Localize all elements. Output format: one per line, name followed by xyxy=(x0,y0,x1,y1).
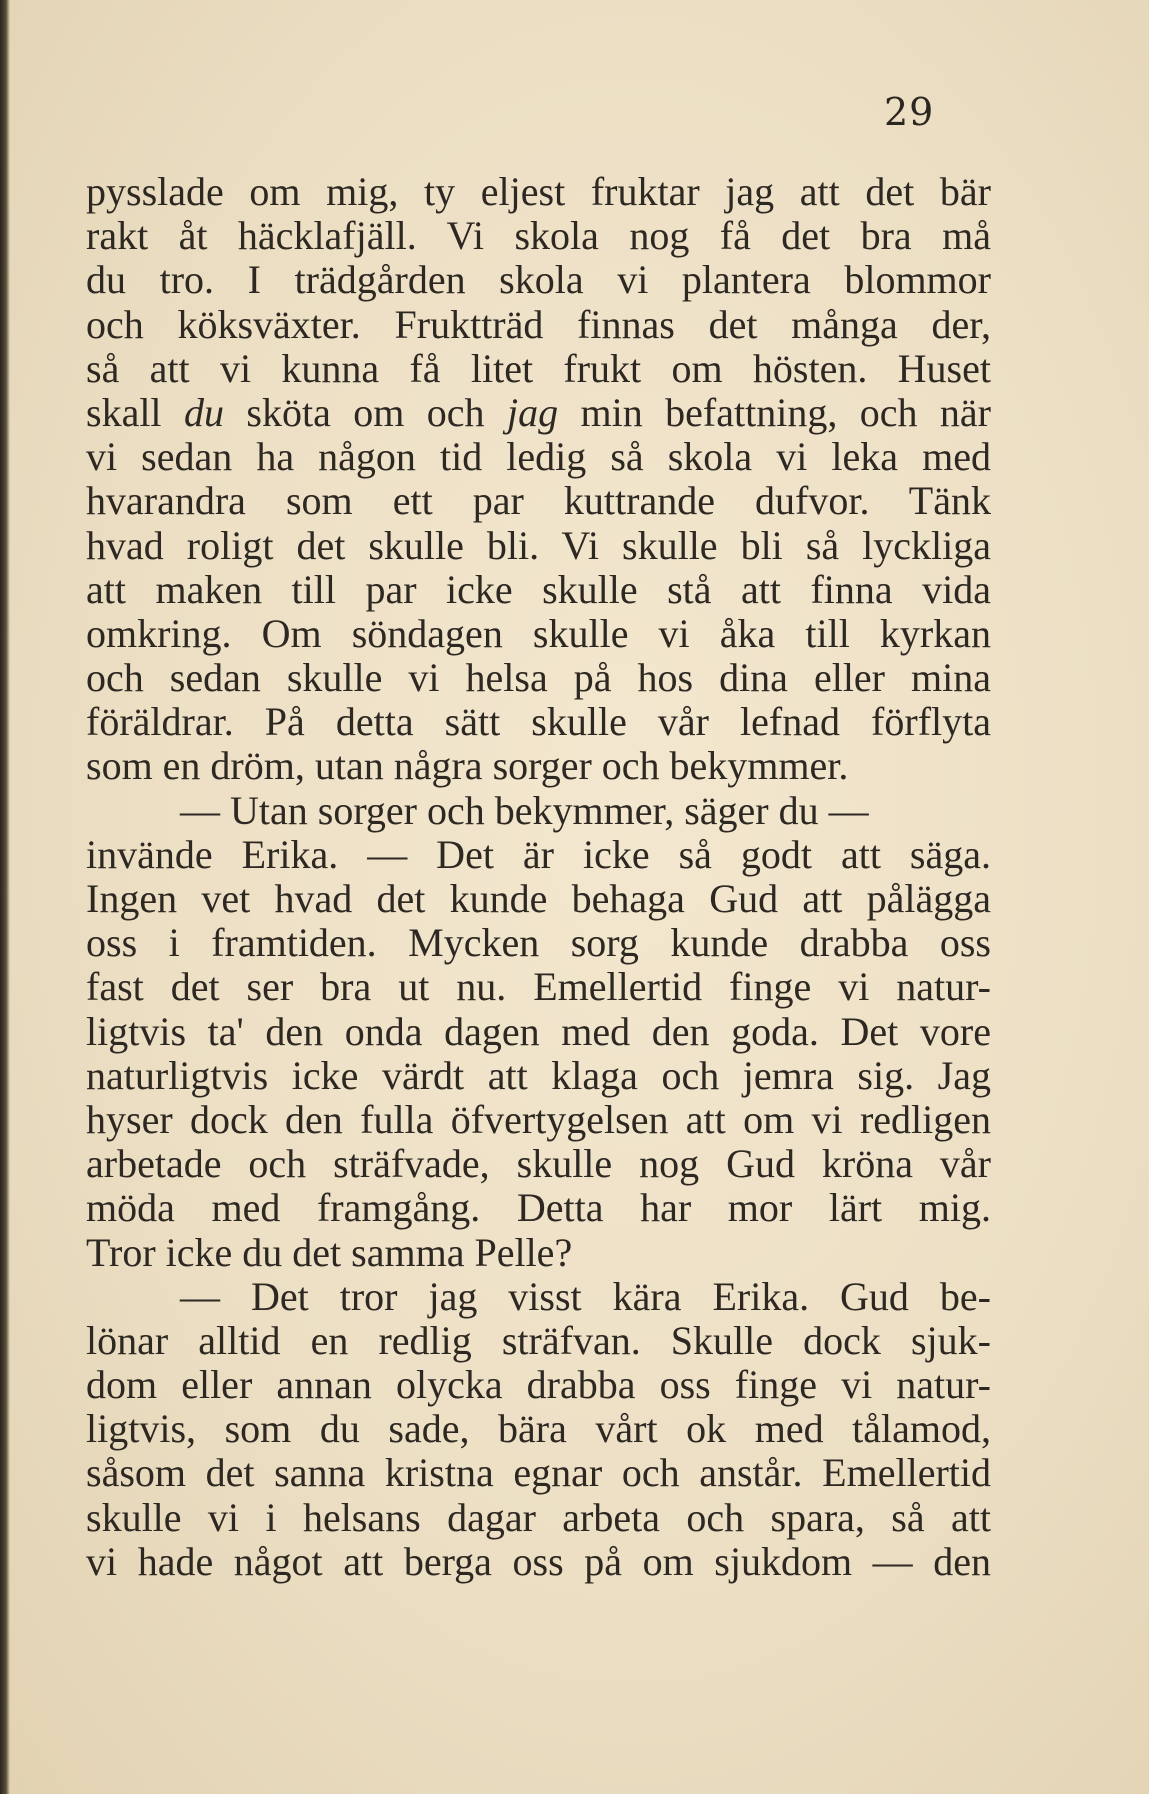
text-line: hyser dock den fulla öfvertygelsen att om vi redligen xyxy=(86,1096,991,1142)
text-line: arbetade och sträfvade, skulle nog Gud kröna vår xyxy=(86,1141,991,1187)
text-line: naturligtvis icke värdt att klaga och jemra sig. Jag xyxy=(86,1052,991,1098)
text-line: lönar alltid en redlig sträfvan. Skulle dock sjuk- xyxy=(86,1317,991,1363)
text-line: föräldrar. På detta sätt skulle vår lefnad förflyta xyxy=(86,699,991,745)
text-line: ligtvis ta' den onda dagen med den goda. Det vore xyxy=(86,1008,991,1054)
text-line: rakt åt häcklafjäll. Vi skola nog få det bra må xyxy=(86,213,991,259)
text-line: vi sedan ha någon tid ledig så skola vi leka med xyxy=(86,434,991,480)
text-line: såsom det sanna kristna egnar och anstår. Emellertid xyxy=(86,1450,991,1496)
text-line: dom eller annan olycka drabba oss finge vi natur- xyxy=(86,1362,991,1408)
body-text xyxy=(86,170,991,1584)
text-line: skall du sköta om och jag min befattning, och när xyxy=(86,389,991,435)
text-line: fast det ser bra ut nu. Emellertid finge vi natur- xyxy=(86,964,991,1010)
text-line: — Det tror jag visst kära Erika. Gud be- xyxy=(180,1273,991,1319)
page-number: 29 xyxy=(884,90,935,134)
text-line: du tro. I trädgården skola vi plantera blommor xyxy=(86,257,991,303)
text-line: hvad roligt det skulle bli. Vi skulle bli så lyckliga xyxy=(86,522,991,568)
text-line: så att vi kunna få litet frukt om hösten. Huset xyxy=(86,345,991,391)
text-line: och sedan skulle vi helsa på hos dina eller mina xyxy=(86,655,991,701)
italic-word: jag xyxy=(506,389,559,435)
text-line: omkring. Om söndagen skulle vi åka till kyrkan xyxy=(86,610,991,656)
text-line: invände Erika. — Det är icke så godt att säga. xyxy=(86,831,991,877)
text-line: möda med framgång. Detta har mor lärt mig. xyxy=(86,1185,991,1231)
text-line: Ingen vet hvad det kunde behaga Gud att pålägga xyxy=(86,876,991,921)
text-line: som en dröm, utan några sorger och bekymmer. xyxy=(86,743,849,789)
text-line: vi hade något att berga oss på om sjukdom — den xyxy=(86,1538,991,1584)
text-line: skulle vi i helsans dagar arbeta och spara, så att xyxy=(86,1494,991,1540)
text-line: — Utan sorger och bekymmer, säger du — xyxy=(180,787,869,833)
text-line: att maken till par icke skulle stå att finna vida xyxy=(86,566,991,612)
text-line: och köksväxter. Fruktträd finnas det många der, xyxy=(86,301,991,347)
text-line: hvarandra som ett par kuttrande dufvor. Tänk xyxy=(86,478,991,524)
italic-word: du xyxy=(183,389,224,435)
text-line: oss i framtiden. Mycken sorg kunde drabba oss xyxy=(86,920,991,966)
book-spine-edge xyxy=(0,0,10,1794)
text-line: pysslade om mig, ty eljest fruktar jag att det bär xyxy=(86,169,991,214)
text-line: Tror icke du det samma Pelle? xyxy=(86,1229,573,1275)
text-line: ligtvis, som du sade, bära vårt ok med tålamod, xyxy=(86,1406,991,1452)
